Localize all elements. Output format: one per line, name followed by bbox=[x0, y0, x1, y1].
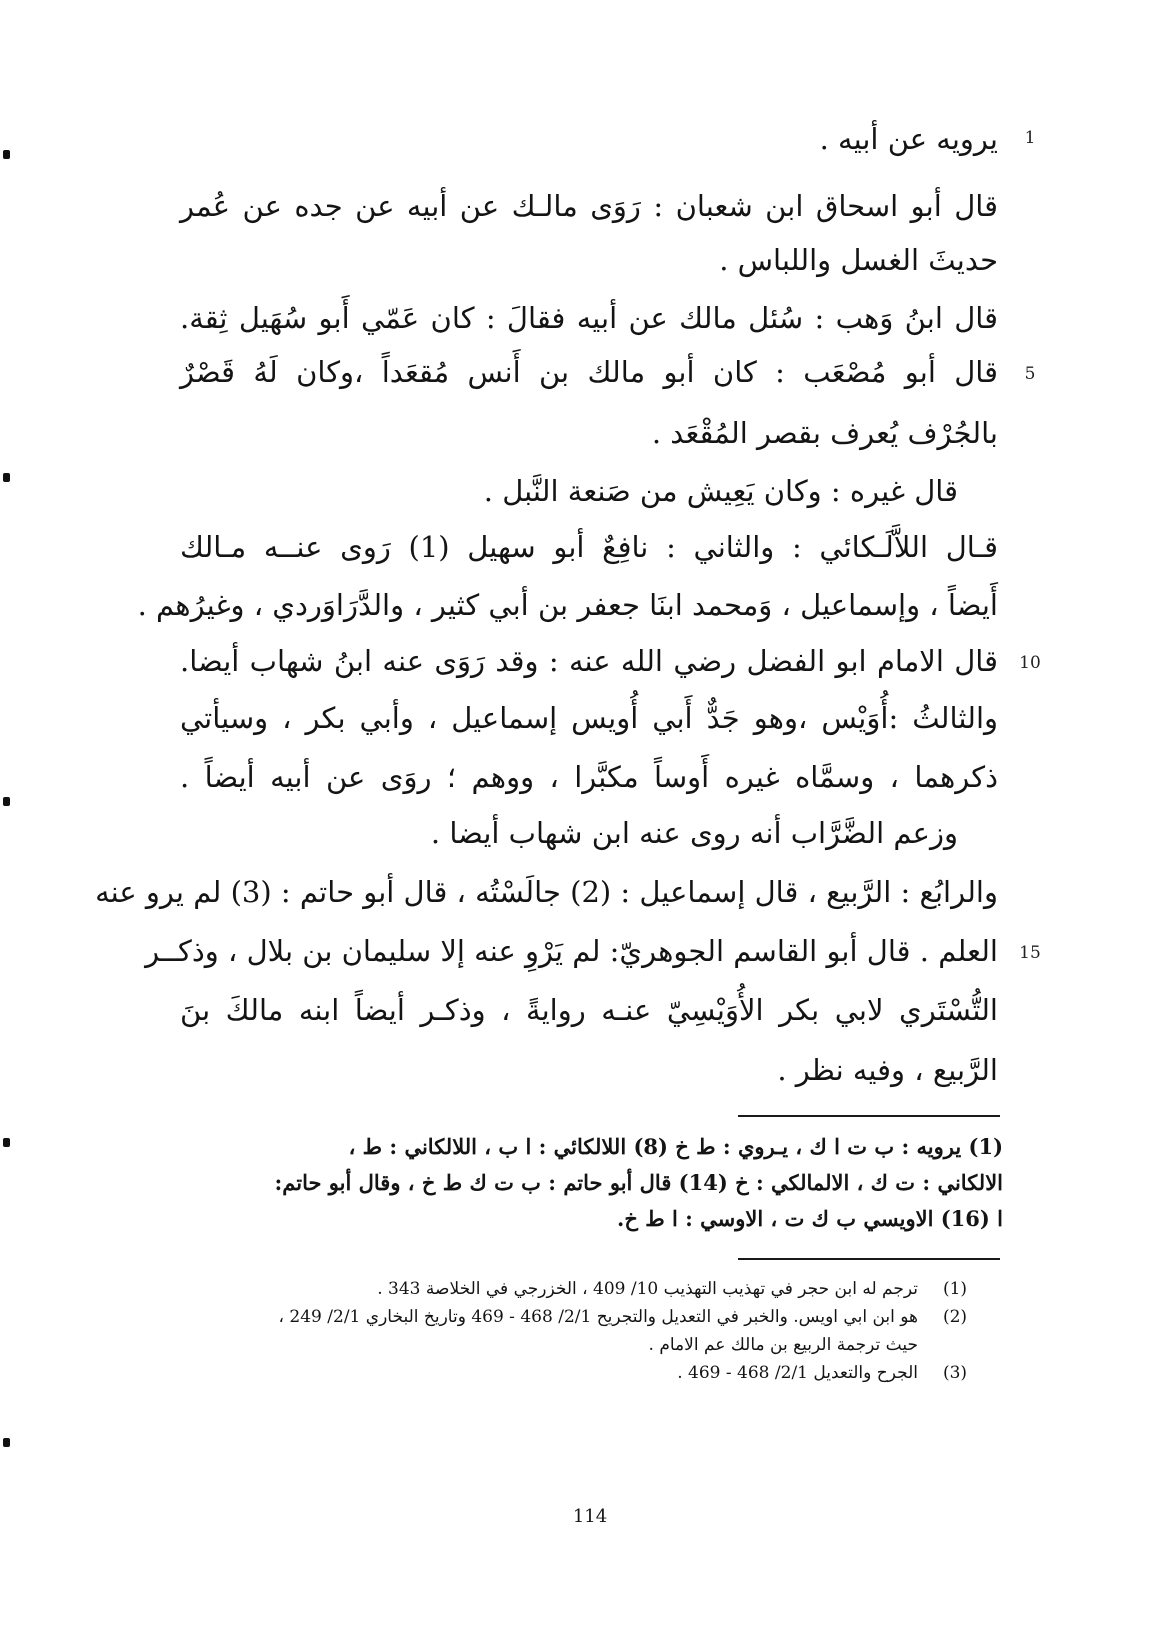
page-number: 114 bbox=[572, 1506, 608, 1527]
footnote-text: حيث ترجمة الربيع بن مالك عم الامام . bbox=[648, 1335, 918, 1355]
apparatus-line: الالكاني : ت ك ، الالمالكي : خ (14) قال أبو حاتم : ب ت ك ط خ ، وقال أبو حاتم: bbox=[274, 1170, 1003, 1195]
footnote-text: الجرح والتعديل 2/1/ 468 - 469 . bbox=[677, 1363, 918, 1383]
main-line: وزعم الضَّرَّاب أنه روى عنه ابن شهاب أيضا . bbox=[430, 816, 958, 850]
main-line: قال أبو مُصْعَب : كان أبو مالك بن أَنس مُقعَداً ،وكان لَهُ قَصْرٌ bbox=[180, 355, 998, 389]
scan-mark bbox=[3, 797, 10, 806]
scan-mark bbox=[3, 1138, 10, 1147]
footnotes-rule bbox=[738, 1258, 1000, 1260]
main-line: قال الامام ابو الفضل رضي الله عنه : وقد رَوَى عنه ابنُ شهاب أيضا. bbox=[180, 644, 998, 678]
line-number: 5 bbox=[1024, 364, 1036, 384]
main-line: أَيضاً ، وإسماعيل ، وَمحمد ابنَا جعفر بن أبي كثير ، والدَّرَاوَردي ، وغيرُهم . bbox=[137, 588, 998, 622]
apparatus-rule bbox=[738, 1115, 1000, 1117]
line-number: 10 bbox=[1019, 653, 1041, 673]
main-line: قال غيره : وكان يَعِيش من صَنعة النَّبل . bbox=[483, 474, 958, 508]
footnote-text: هو ابن ابي اويس. والخبر في التعديل والتجريح 2/1/ 468 - 469 وتاريخ البخاري 2/1/ 249 ، bbox=[278, 1307, 918, 1327]
apparatus-line: (1) يرويه : ب ت ا ك ، يـروي : ط خ (8) اللالكائي : ا ب ، اللالكاني : ط ، bbox=[348, 1134, 1003, 1159]
main-line: التُّسْتَري لابي بكر الأُوَيْسِيّ عنـه روايةً ، وذكـر أيضاً ابنه مالكَ بنَ bbox=[180, 993, 998, 1027]
main-line: حديثَ الغسل واللباس . bbox=[719, 243, 998, 277]
main-line: العلم . قال أبو القاسم الجوهريّ: لم يَرْوِ عنه إلا سليمان بن بلال ، وذكــر bbox=[145, 934, 998, 968]
scan-mark bbox=[3, 1438, 10, 1447]
footnote-text: ترجم له ابن حجر في تهذيب التهذيب 10/ 409 ، الخزرجي في الخلاصة 343 . bbox=[377, 1279, 918, 1299]
main-line: بالجُرْف يُعرف بقصر المُقْعَد . bbox=[651, 416, 998, 450]
line-number: 15 bbox=[1019, 943, 1041, 963]
apparatus-line: ا (16) الاويسي ب ك ت ، الاوسي : ا ط خ. bbox=[617, 1206, 1003, 1231]
footnote-number: (3) bbox=[942, 1363, 968, 1383]
footnote-number: (2) bbox=[942, 1307, 968, 1327]
line-number: 1 bbox=[1024, 128, 1036, 148]
main-line: قـال اللاَّلَـكائي : والثاني : نافِعٌ أبو سهيل (1) رَوى عنــه مـالك bbox=[180, 530, 998, 564]
main-line: قال أبو اسحاق ابن شعبان : رَوَى مالـك عن أبيه عن جده عن عُمر bbox=[180, 189, 998, 223]
scan-mark bbox=[3, 150, 10, 159]
main-line: ذكرهما ، وسمَّاه غيره أَوساً مكبَّرا ، ووهم ؛ روَى عن أبيه أيضاً . bbox=[180, 760, 998, 794]
main-line: قال ابنُ وَهب : سُئل مالك عن أبيه فقالَ : كان عَمّي أَبو سُهَيل ثِقة. bbox=[180, 301, 998, 335]
main-line: والرابُع : الرَّبيع ، قال إسماعيل : (2) جالَسْتُه ، قال أبو حاتم : (3) لم يرو عنه bbox=[95, 875, 998, 909]
footnote-number: (1) bbox=[942, 1279, 968, 1299]
main-line: يرويه عن أبيه . bbox=[819, 122, 998, 156]
scan-mark bbox=[3, 473, 10, 482]
main-line: والثالثُ :أُوَيْس ،وهو جَدٌّ أَبي أُويس إسماعيل ، وأبي بكر ، وسيأتي bbox=[180, 701, 998, 735]
main-line: الرَّبيع ، وفيه نظر . bbox=[777, 1053, 998, 1087]
